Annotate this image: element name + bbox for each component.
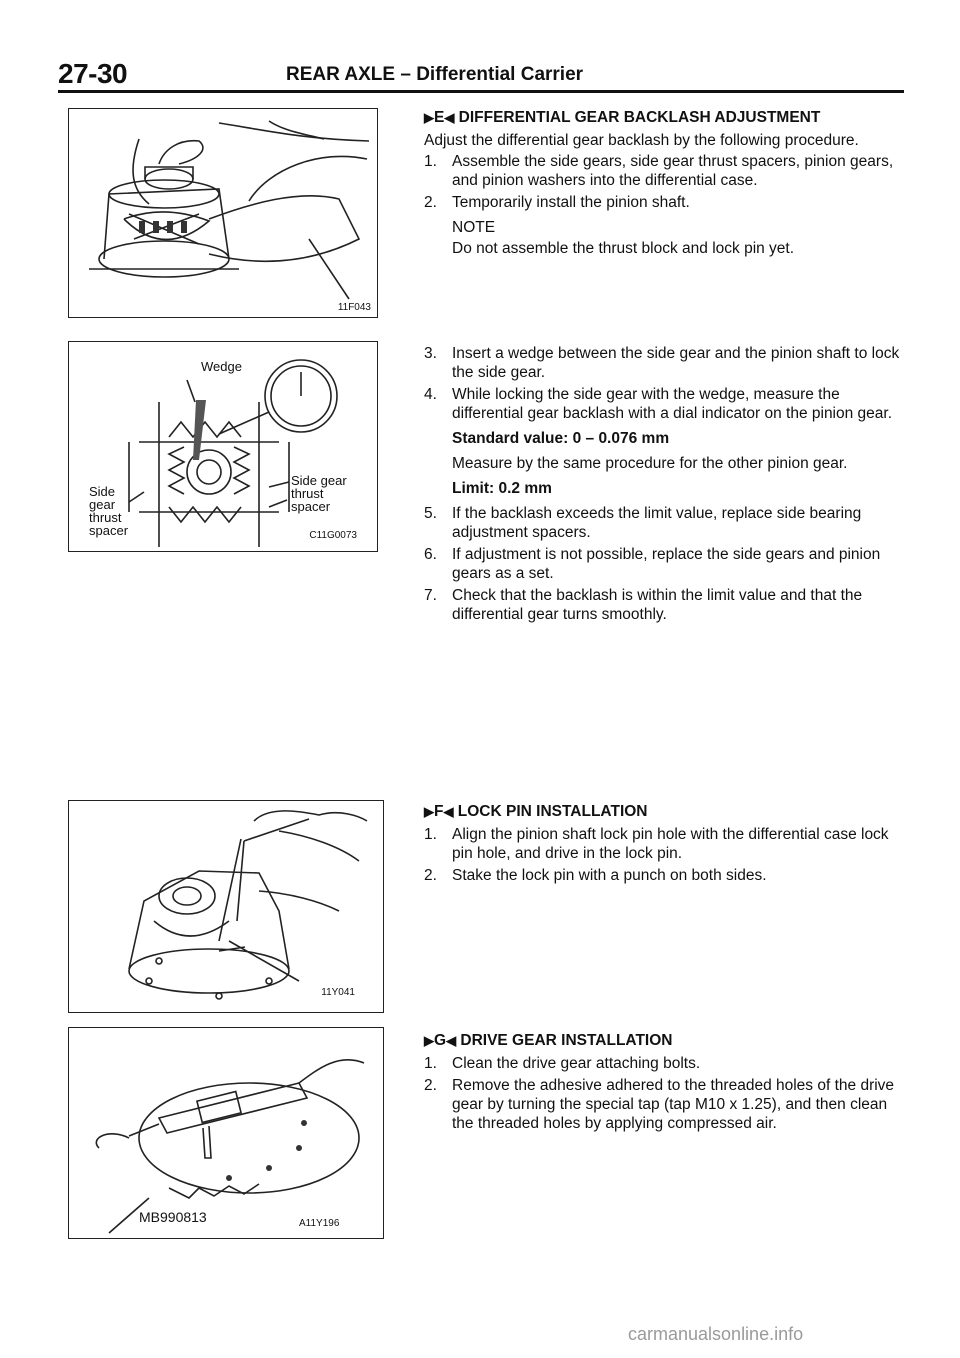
section-marker: F <box>434 803 444 820</box>
step-number: 3. <box>424 345 437 362</box>
intro-text: Adjust the differential gear backlash by the following procedure. <box>424 132 859 149</box>
figure-code: 11Y041 <box>321 987 355 998</box>
left-triangle-icon: ◀ <box>443 804 454 819</box>
list-item <box>424 825 902 863</box>
step-number: 2. <box>424 1077 437 1094</box>
header-rule <box>58 90 904 93</box>
step-text: Temporarily install the pinion shaft. <box>452 194 690 211</box>
section-lock-pin-installation <box>424 802 902 888</box>
note-label: NOTE <box>452 219 496 236</box>
figure-code: A11Y196 <box>299 1218 340 1229</box>
note-text: Do not assemble the thrust block and lock pin yet. <box>452 240 795 257</box>
list-item <box>424 504 902 542</box>
list-item <box>424 866 902 885</box>
label-wedge: Wedge <box>201 359 242 374</box>
section-backlash-steps <box>424 344 902 627</box>
step-text: Align the pinion shaft lock pin hole with the differential case lock pin hole, and drive in the lock pin. <box>452 826 889 862</box>
step-text: Assemble the side gears, side gear thrust spacers, pinion gears, and pinion washers into the differential case. <box>452 153 894 189</box>
step-number: 4. <box>424 386 437 403</box>
standard-value: Standard value: 0 – 0.076 mm <box>452 430 670 447</box>
section-heading <box>424 108 902 127</box>
figure-code: 11F043 <box>337 302 371 313</box>
section-title: DIFFERENTIAL GEAR BACKLASH ADJUSTMENT <box>458 109 821 126</box>
step-text: If adjustment is not possible, replace the side gears and pinion gears as a set. <box>452 546 881 582</box>
page-number: 27-30 <box>58 58 128 89</box>
right-triangle-icon: ▶ <box>424 1033 434 1048</box>
step-text: Remove the adhesive adhered to the threaded holes of the drive gear by turning the special tap (tap M10 x 1.25), and then clean the threaded holes by applying compressed air. <box>452 1077 895 1132</box>
section-marker: G <box>434 1032 447 1049</box>
figure-backlash-measure <box>68 341 378 552</box>
step-number: 2. <box>424 867 437 884</box>
step-text: If the backlash exceeds the limit value, replace side bearing adjustment spacers. <box>452 505 862 541</box>
page-header <box>58 58 904 88</box>
section-heading <box>424 802 902 821</box>
list-item <box>424 586 902 624</box>
list-item <box>424 1054 902 1073</box>
step-text: While locking the side gear with the wedge, measure the differential gear backlash with a dial indicator on the pinion gear. <box>452 386 893 422</box>
step-text: Insert a wedge between the side gear and the pinion shaft to lock the side gear. <box>452 345 900 381</box>
step-text: Stake the lock pin with a punch on both sides. <box>452 867 767 884</box>
right-triangle-icon: ▶ <box>424 110 434 125</box>
figure-drive-gear-tap <box>68 1027 384 1239</box>
step-text: Check that the backlash is within the limit value and that the differential gear turns smoothly. <box>452 587 863 623</box>
right-triangle-icon: ▶ <box>424 804 434 819</box>
illustration-punch-lock-pin <box>69 801 383 1012</box>
section-backlash-adjustment <box>424 108 902 258</box>
step-number: 1. <box>424 826 437 843</box>
measure-other-text: Measure by the same procedure for the other pinion gear. <box>452 455 848 472</box>
list-item <box>424 545 902 583</box>
label-side-gear-thrust-spacer-left: Side gear thrust spacer <box>89 484 129 538</box>
figure-assembling-gears <box>68 108 378 318</box>
step-number: 1. <box>424 1055 437 1072</box>
figure-lock-pin <box>68 800 384 1013</box>
list-item <box>424 385 902 423</box>
limit-value: Limit: 0.2 mm <box>452 480 552 497</box>
step-number: 2. <box>424 194 437 211</box>
step-number: 6. <box>424 546 437 563</box>
list-item <box>424 344 902 382</box>
illustration-hands-differential <box>69 109 377 317</box>
step-number: 7. <box>424 587 437 604</box>
section-marker: E <box>434 109 445 126</box>
tool-number: MB990813 <box>139 1209 207 1225</box>
list-item <box>424 193 902 212</box>
illustration-special-tap <box>69 1028 383 1238</box>
left-triangle-icon: ◀ <box>444 110 455 125</box>
list-item <box>424 152 902 190</box>
label-side-gear-thrust-spacer-right: Side gear thrust spacer <box>291 473 347 514</box>
left-triangle-icon: ◀ <box>446 1033 457 1048</box>
section-title: DRIVE GEAR INSTALLATION <box>460 1032 673 1049</box>
section-heading <box>424 1031 902 1050</box>
step-text: Clean the drive gear attaching bolts. <box>452 1055 701 1072</box>
step-number: 1. <box>424 153 437 170</box>
page-title: REAR AXLE – Differential Carrier <box>286 64 584 85</box>
section-drive-gear-installation <box>424 1031 902 1136</box>
step-number: 5. <box>424 505 437 522</box>
figure-code: C11G0073 <box>309 530 357 541</box>
list-item <box>424 1076 902 1133</box>
section-title: LOCK PIN INSTALLATION <box>457 803 648 820</box>
watermark: carmanualsonline.info <box>628 1324 804 1344</box>
